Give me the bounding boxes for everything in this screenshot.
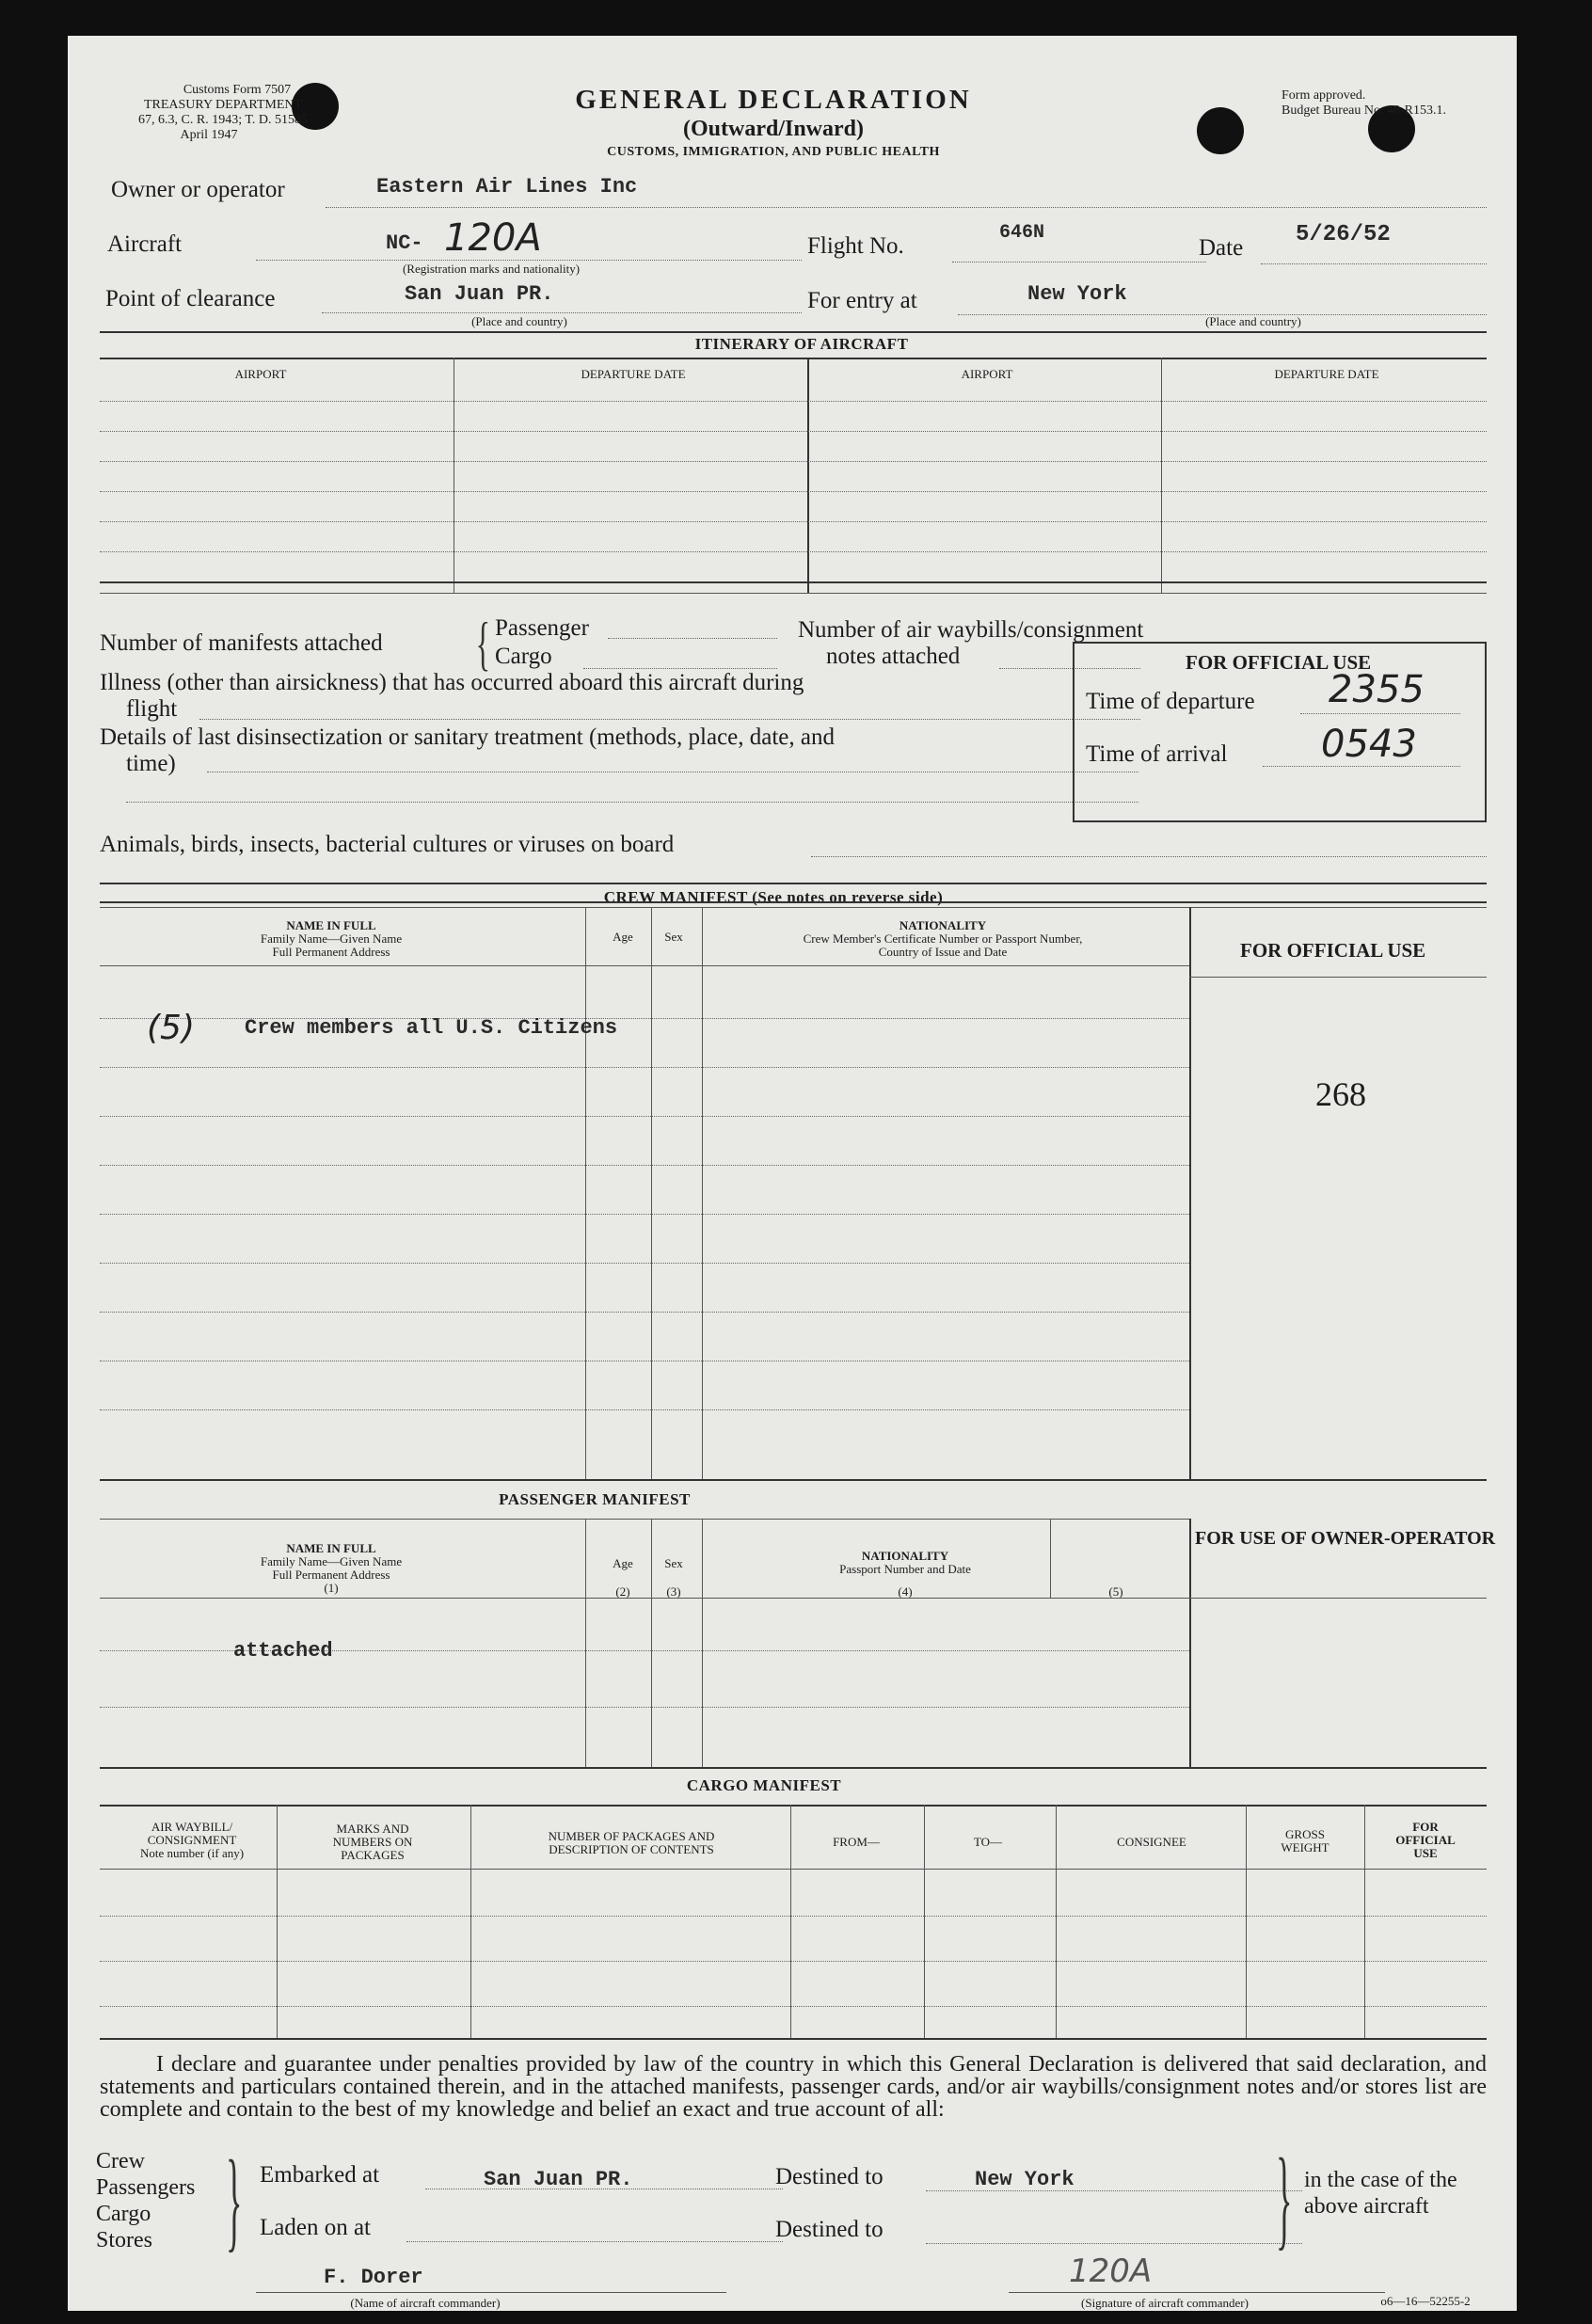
case-of-label: in the case of the	[1304, 2168, 1457, 2192]
cargo-col-packages: NUMBER OF PACKAGES AND	[548, 1829, 715, 1843]
passenger-col-age-num: (2)	[615, 1584, 630, 1599]
budget-bureau: Budget Bureau No. 48-R153.1.	[1282, 103, 1446, 118]
owner-label: Owner or operator	[111, 177, 285, 202]
cargo-col-weight: GROSS	[1285, 1827, 1325, 1841]
cargo-col-packages-2: DESCRIPTION OF CONTENTS	[549, 1842, 714, 1856]
destined-label-2: Destined to	[775, 2217, 884, 2242]
crew-col-name-sub: Family Name—Given Name	[260, 931, 403, 946]
crew-col-nationality-sub2: Country of Issue and Date	[878, 945, 1008, 959]
owner-operator-use: FOR USE OF OWNER-OPERATOR	[1195, 1528, 1496, 1549]
destined-value: New York	[975, 2168, 1075, 2191]
departure-time-value: 2355	[1329, 668, 1425, 711]
disinsection-label-2: time)	[126, 751, 176, 776]
entry-label: For entry at	[807, 288, 917, 313]
passenger-col-name-sub2: Full Permanent Address	[272, 1568, 390, 1582]
manifests-label: Number of manifests attached	[100, 630, 383, 656]
declaration-cargo: Cargo	[96, 2202, 151, 2226]
cargo-col-waybill-3: Note number (if any)	[139, 1846, 245, 1860]
itinerary-col-departure-2: DEPARTURE DATE	[1274, 367, 1379, 381]
passenger-col-nationality: NATIONALITY	[861, 1549, 949, 1563]
cargo-col-marks-3: PACKAGES	[341, 1848, 405, 1862]
passenger-col-nationality-num: (4)	[898, 1584, 913, 1599]
cargo-col-consignee: CONSIGNEE	[1117, 1835, 1186, 1849]
date-value: 5/26/52	[1296, 222, 1391, 247]
laden-label: Laden on at	[260, 2215, 372, 2240]
cargo-col-waybill: AIR WAYBILL/	[151, 1820, 233, 1834]
waybills-label: Number of air waybills/consignment	[798, 617, 1144, 643]
entry-value: New York	[1027, 282, 1127, 306]
disinsection-label: Details of last disinsectization or sanitary treatment (methods, place, date, and	[100, 724, 835, 750]
flight-label: Flight No.	[807, 233, 904, 259]
official-use-heading: FOR OFFICIAL USE	[1186, 651, 1372, 674]
crew-col-age: Age	[613, 930, 633, 944]
form-title: GENERAL DECLARATION	[575, 85, 972, 115]
crew-col-nationality-sub: Crew Member's Certificate Number or Passport Number,	[803, 931, 1083, 946]
passenger-col-sex-num: (3)	[666, 1584, 681, 1599]
declaration-crew: Crew	[96, 2149, 145, 2173]
arrival-time-label: Time of arrival	[1086, 741, 1228, 767]
crew-col-sex: Sex	[664, 930, 683, 944]
manifest-cargo-label: Cargo	[495, 644, 552, 669]
crew-col-name-sub2: Full Permanent Address	[272, 945, 390, 959]
crew-official-number: 268	[1315, 1075, 1366, 1113]
passenger-col-nationality-sub: Passport Number and Date	[839, 1562, 971, 1576]
crew-official-use: FOR OFFICIAL USE	[1240, 939, 1426, 962]
itinerary-heading: ITINERARY OF AIRCRAFT	[694, 335, 909, 353]
passenger-col-name-sub: Family Name—Given Name	[260, 1554, 403, 1568]
cargo-col-official-3: USE	[1413, 1846, 1438, 1860]
cargo-heading: CARGO MANIFEST	[686, 1776, 842, 1794]
cargo-col-from: FROM—	[833, 1835, 880, 1849]
owner-value: Eastern Air Lines Inc	[376, 175, 638, 199]
aircraft-value: 120A	[444, 216, 542, 260]
declaration-text: I declare and guarantee under penalties provided by law of the country in which this General Declaration is delivered that said declaration, and statements and particulars contained therein, and in the attached manifests, passenger cards, and/or air waybills/consignment notes and/or stores list are complete and contain to the best of my knowledge and belief an exact and true account of all:	[100, 2052, 1487, 2122]
date-label: Date	[1199, 235, 1244, 261]
itinerary-col-airport-2: AIRPORT	[961, 367, 1013, 381]
cargo-col-waybill-2: CONSIGNMENT	[147, 1833, 237, 1847]
cargo-col-marks-2: NUMBERS ON	[332, 1835, 413, 1849]
crew-count: (5)	[147, 1009, 195, 1047]
passenger-heading: PASSENGER MANIFEST	[499, 1490, 691, 1508]
passenger-col-5-num: (5)	[1108, 1584, 1123, 1599]
commander-name-value: F. Dorer	[324, 2266, 423, 2289]
form-number: Customs Form 7507	[183, 83, 292, 97]
passenger-col-name-num: (1)	[324, 1581, 339, 1595]
itinerary-col-airport-1: AIRPORT	[234, 367, 287, 381]
declaration-stores: Stores	[96, 2228, 152, 2252]
commander-signature: 120A	[1069, 2252, 1153, 2290]
form-regulation: 67, 6.3, C. R. 1943; T. D. 51585	[138, 113, 308, 127]
above-aircraft-label: above aircraft	[1304, 2194, 1429, 2219]
commander-name-caption: (Name of aircraft commander)	[350, 2296, 501, 2310]
declaration-sheet: Customs Form 7507 TREASURY DEPARTMENT 67, 6.3, C. R. 1943; T. D. 51585 April 1947 GENERAL DECLARATION (Outward/Inward) CUSTOMS, IMMIGRATION, AND PUBLIC HEALTH Form approved. Budget Bureau No. 48-R153.1. Owner or operator Eastern Air Lines Inc Aircraft NC- 120A (Registration marks and nationality) Flight No. 646N Date 5/26/52 Point of clearance San Juan PR. (Place and country) For entry at New York (Place and country) ITINERARY OF AIRCRAFT AIRPORT DEPARTURE DATE AIRPORT DEPARTURE DATE Number of manifests attached { Passenger Cargo Number of air waybills/consignment notes attached Illness (other than airsickness) that has occurred aboard this aircraft during flight Details of last disinsectization or sanitary treatment (methods, place, date, and time) Animals, birds, insects, bacterial cultures or viruses on board FOR OFFICIAL USE Time of departure 2355 Time of arrival 0543 CREW MANIFEST (See notes on reverse side) NAME IN FULL Family Name—Given Name Full Permanent Address Age Sex NATIONALITY Crew Member's Certificate Number or Passport Number, Country of Issue and Date FOR OFFICIAL USE (5) Crew members all U.S. Citizens 268 PASSENGER MANIFEST NAME IN FULL Family Name—Given Name Full Permanent Address (1) Age (2) Sex (3) NATIONALITY Passport Number and Date (4) (5) FOR USE OF OWNER-OPERATOR attached CARGO MANIFEST AIR WAYBILL/ CONSIGNMENT Note number (if any) MARKS AND NUMBERS ON PACKAGES NUMBER OF PACKAGES AND DESCRIPTION OF CONTENTS FROM— TO— CONSIGNEE GROSS WEIGHT FOR OFFICIAL USE I declare and guarantee under penalties provided by law of the country in which this General Declaration is delivered that said declaration, and statements and particulars contained therein, and in the attached manifests, passenger cards, and/or air waybills/consignment notes and/or stores list are complete and contain to the best of my knowledge and belief an exact and true account of all: Crew Passengers Cargo Stores } Embarked at San Juan PR. Destined to New York Laden on at Destined to } in the case of the above aircraft F. Dorer (Name of aircraft commander) 120A (Signature of aircraft commander) o6—16—52255-2	[68, 36, 1517, 2311]
form-department: TREASURY DEPARTMENT	[143, 98, 303, 112]
cargo-col-to: TO—	[973, 1835, 1003, 1849]
passenger-col-sex: Sex	[664, 1556, 683, 1570]
flight-value: 646N	[999, 222, 1045, 244]
crew-entry: Crew members all U.S. Citizens	[245, 1016, 618, 1040]
illness-label-2: flight	[126, 696, 178, 722]
form-agencies: CUSTOMS, IMMIGRATION, AND PUBLIC HEALTH	[607, 145, 940, 159]
passenger-col-age: Age	[613, 1556, 633, 1570]
animals-label: Animals, birds, insects, bacterial cultures or viruses on board	[100, 832, 675, 857]
itinerary-col-departure-1: DEPARTURE DATE	[581, 367, 686, 381]
passenger-entry: attached	[233, 1639, 333, 1663]
aircraft-caption: (Registration marks and nationality)	[402, 262, 581, 276]
arrival-time-value: 0543	[1321, 723, 1417, 766]
clearance-label: Point of clearance	[105, 286, 276, 311]
embarked-label: Embarked at	[260, 2162, 380, 2188]
cargo-col-official: FOR	[1412, 1820, 1439, 1834]
punch-hole	[1197, 107, 1244, 154]
aircraft-label: Aircraft	[107, 231, 183, 257]
form-approved: Form approved.	[1282, 88, 1366, 103]
declaration-passengers: Passengers	[96, 2175, 196, 2200]
clearance-caption: (Place and country)	[471, 314, 567, 328]
crew-col-name: NAME IN FULL	[286, 918, 376, 932]
cargo-col-weight-2: WEIGHT	[1281, 1840, 1329, 1854]
illness-label: Illness (other than airsickness) that has occurred aboard this aircraft during	[100, 670, 804, 695]
destined-label-1: Destined to	[775, 2164, 884, 2189]
crew-heading: CREW MANIFEST (See notes on reverse side)	[603, 888, 944, 906]
cargo-col-marks: MARKS AND	[336, 1822, 409, 1836]
departure-time-label: Time of departure	[1086, 689, 1255, 714]
print-code: o6—16—52255-2	[1380, 2294, 1471, 2308]
waybills-label-2: notes attached	[826, 644, 961, 669]
passenger-col-name: NAME IN FULL	[286, 1541, 376, 1555]
form-subtitle: (Outward/Inward)	[682, 117, 864, 141]
cargo-col-official-2: OFFICIAL	[1395, 1833, 1456, 1847]
embarked-value: San Juan PR.	[484, 2168, 633, 2191]
signature-caption: (Signature of aircraft commander)	[1081, 2296, 1249, 2310]
clearance-value: San Juan PR.	[405, 282, 554, 306]
crew-col-nationality: NATIONALITY	[899, 918, 987, 932]
form-date: April 1947	[180, 128, 238, 142]
manifest-passenger-label: Passenger	[495, 615, 589, 641]
entry-caption: (Place and country)	[1205, 314, 1301, 328]
aircraft-prefix: NC-	[386, 231, 423, 255]
